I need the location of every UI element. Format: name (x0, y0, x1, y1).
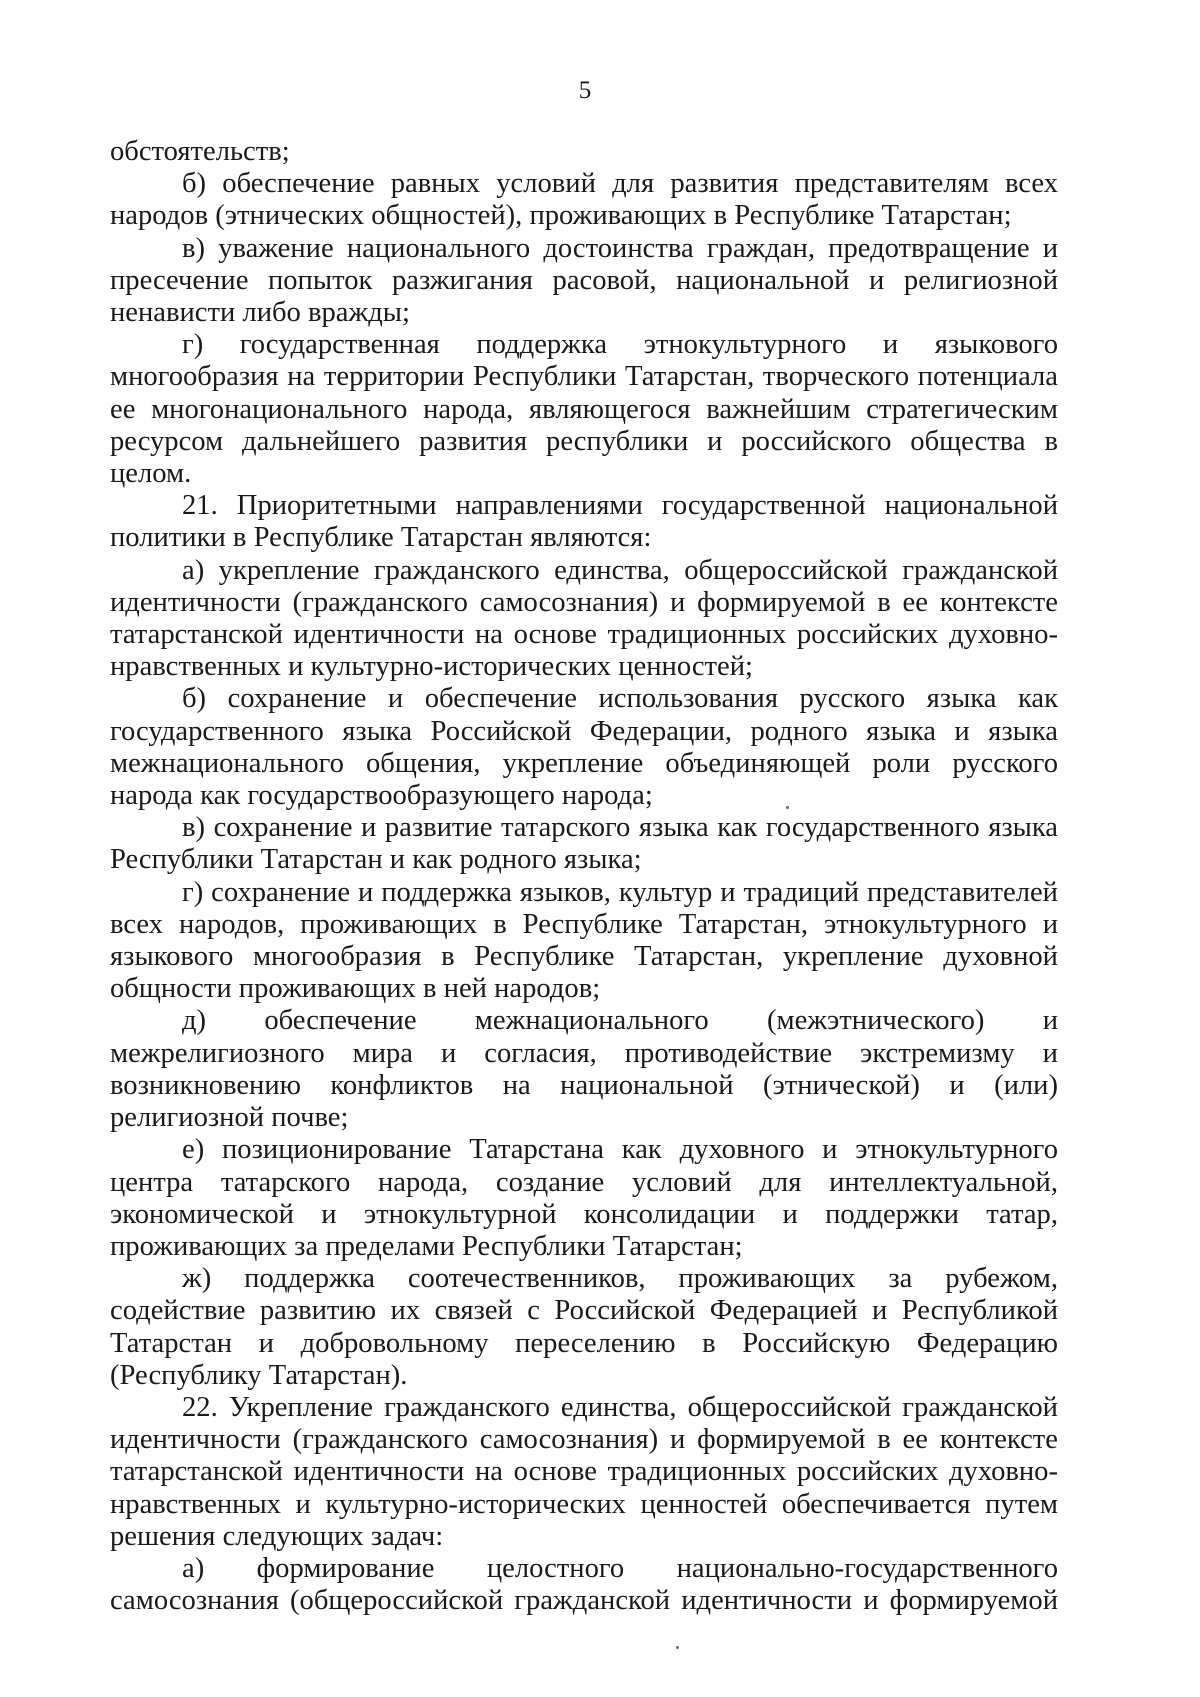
paragraph-21-item-e: е) позиционирование Татарстана как духовного и этнокультурного центра татарского народа, создание условий для интеллектуальной, экономической и этнокультурной консолидации и поддержки татар, проживающих за пределами Республики Татарстан; (110, 1134, 1058, 1262)
paragraph-21-item-g: г) сохранение и поддержка языков, культур и традиций представителей всех народов, проживающих в Республике Татарстан, этнокультурного и языкового многообразия в Республике Татарстан, укрепление духовной общности проживающих в ней народов; (110, 876, 1058, 1005)
paragraph-continuation: обстоятельств; (110, 136, 290, 167)
paragraph-item-b: б) обеспечение равных условий для развития представителям всех народов (этнических общностей), проживающих в Республике Татарстан; (110, 168, 1058, 232)
paragraph-item-v: в) уважение национального достоинства граждан, предотвращение и пресечение попыток разжигания расовой, национальной и религиозной ненависти либо вражды; (110, 232, 1058, 329)
paragraph-21-item-b: б) сохранение и обеспечение использования русского языка как государственного языка Российской Федерации, родного языка и языка межнационального общения, укрепление объединяющей роли русского народа как государствообразующего народа; (110, 683, 1058, 812)
paragraph-22-item-a: а) формирование целостного национально-государственного самосознания (общероссийской гражданской идентичности и формируемой (110, 1552, 1058, 1617)
paragraph-21-item-v: в) сохранение и развитие татарского языка как государственного языка Республики Татарстан и как родного языка; (110, 812, 1058, 876)
paragraph-21-item-a: а) укрепление гражданского единства, общероссийской гражданской идентичности (гражданского самосознания) и формируемой в ее контексте татарстанской идентичности на основе традиционных российских духовно-нравственных и культурно-исторических ценностей; (110, 554, 1058, 683)
document-body (110, 136, 1058, 1617)
paragraph-section-22: 22. Укрепление гражданского единства, общероссийской гражданской идентичности (гражданского самосознания) и формируемой в ее контексте татарстанской идентичности на основе традиционных российских духовно-нравственных и культурно-исторических ценностей обеспечивается путем решения следующих задач: (110, 1391, 1058, 1552)
paragraph-section-21: 21. Приоритетными направлениями государственной национальной политики в Республике Татарстан являются: (110, 490, 1058, 554)
scan-speck (676, 1646, 679, 1649)
scan-speck (786, 806, 789, 809)
paragraph-21-item-zh: ж) поддержка соотечественников, проживающих за рубежом, содействие развитию их связей с Российской Федерацией и Республикой Татарстан и добровольному переселению в Российскую Федерацию (Республику Татарстан). (110, 1263, 1058, 1391)
paragraph-item-g: г) государственная поддержка этнокультурного и языкового многообразия на территории Республики Татарстан, творческого потенциала ее многонационального народа, являющегося важнейшим стратегическим ресурсом дальнейшего развития республики и российского общества в целом. (110, 329, 1058, 490)
page-number: 5 (578, 77, 592, 104)
paragraph-21-item-d: д) обеспечение межнационального (межэтнического) и межрелигиозного мира и согласия, противодействие экстремизму и возникновению конфликтов на национальной (этнической) и (или) религиозной почве; (110, 1005, 1058, 1134)
